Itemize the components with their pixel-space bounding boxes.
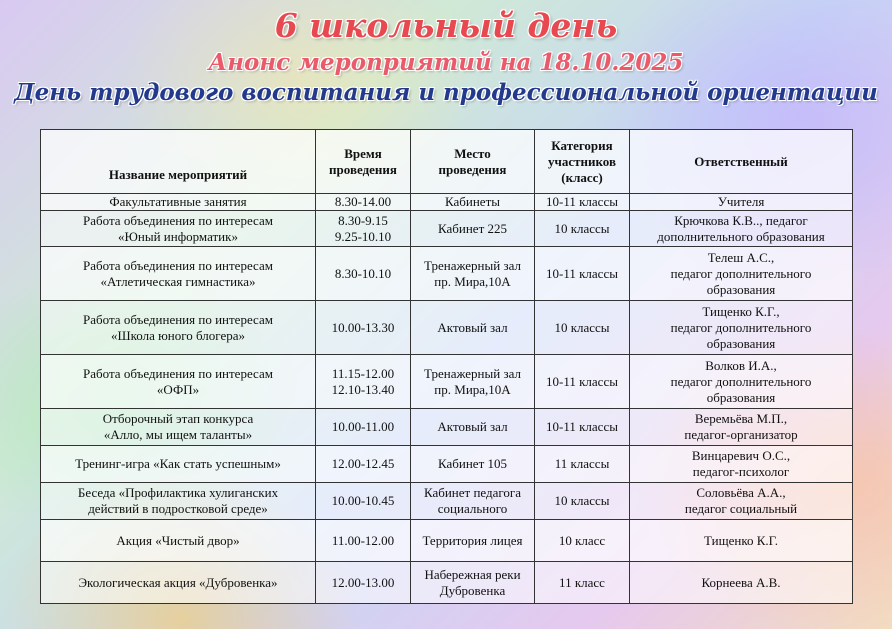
cell-place: Тренажерный зал пр. Мира,10А — [411, 247, 535, 301]
cell-category: 10 класс — [535, 520, 630, 562]
cell-time: 10.00-13.30 — [316, 301, 411, 355]
cell-place: Кабинет 105 — [411, 446, 535, 483]
column-header-time: Время проведения — [316, 130, 411, 194]
table-row — [41, 446, 853, 483]
cell-time: 8.30-14.00 — [316, 194, 411, 211]
table-row — [41, 520, 853, 562]
cell-name: Работа объединения по интересам «Школа юного блогера» — [41, 301, 316, 355]
events-table — [40, 129, 853, 604]
table-row — [41, 194, 853, 211]
cell-place: Кабинет 225 — [411, 211, 535, 247]
column-header-name: Название мероприятий — [41, 130, 316, 194]
cell-responsible: Телеш А.С., педагог дополнительного образования — [630, 247, 853, 301]
cell-place: Набережная реки Дубровенка — [411, 562, 535, 604]
column-header-category: Категория участников (класс) — [535, 130, 630, 194]
table-row — [41, 409, 853, 446]
table-row — [41, 247, 853, 301]
column-header-responsible: Ответственный — [630, 130, 853, 194]
cell-place: Тренажерный зал пр. Мира,10А — [411, 355, 535, 409]
cell-category: 10 классы — [535, 301, 630, 355]
page-title: 6 школьный день — [274, 6, 618, 45]
cell-time: 8.30-10.10 — [316, 247, 411, 301]
cell-category: 10 классы — [535, 211, 630, 247]
cell-place: Кабинет педагога социального — [411, 483, 535, 520]
announcement-subtitle: Анонс мероприятий на 18.10.2025 — [208, 49, 684, 76]
cell-time: 12.00-13.00 — [316, 562, 411, 604]
cell-category: 10-11 классы — [535, 247, 630, 301]
cell-name: Факультативные занятия — [41, 194, 316, 211]
table-row — [41, 211, 853, 247]
cell-name: Работа объединения по интересам «ОФП» — [41, 355, 316, 409]
cell-name: Тренинг-игра «Как стать успешным» — [41, 446, 316, 483]
cell-name: Беседа «Профилактика хулиганских действий в подростковой среде» — [41, 483, 316, 520]
cell-category: 10-11 классы — [535, 194, 630, 211]
cell-time: 10.00-10.45 — [316, 483, 411, 520]
cell-category: 10-11 классы — [535, 355, 630, 409]
cell-responsible: Тищенко К.Г. — [630, 520, 853, 562]
cell-time: 11.15-12.00 12.10-13.40 — [316, 355, 411, 409]
cell-responsible: Веремьёва М.П., педагог-организатор — [630, 409, 853, 446]
table-row — [41, 301, 853, 355]
table-row — [41, 562, 853, 604]
table-row — [41, 355, 853, 409]
cell-responsible: Винцаревич О.С., педагог-психолог — [630, 446, 853, 483]
day-theme: День трудового воспитания и профессиональной ориентации — [14, 79, 878, 106]
cell-responsible: Учителя — [630, 194, 853, 211]
cell-name: Экологическая акция «Дубровенка» — [41, 562, 316, 604]
cell-category: 11 классы — [535, 446, 630, 483]
cell-category: 10-11 классы — [535, 409, 630, 446]
cell-category: 11 класс — [535, 562, 630, 604]
cell-place: Территория лицея — [411, 520, 535, 562]
table-header-row — [41, 130, 853, 194]
cell-time: 12.00-12.45 — [316, 446, 411, 483]
cell-responsible: Волков И.А., педагог дополнительного образования — [630, 355, 853, 409]
cell-place: Актовый зал — [411, 301, 535, 355]
cell-place: Актовый зал — [411, 409, 535, 446]
cell-name: Отборочный этап конкурса «Алло, мы ищем таланты» — [41, 409, 316, 446]
cell-time: 10.00-11.00 — [316, 409, 411, 446]
cell-name: Акция «Чистый двор» — [41, 520, 316, 562]
cell-name: Работа объединения по интересам «Атлетическая гимнастика» — [41, 247, 316, 301]
cell-time: 8.30-9.15 9.25-10.10 — [316, 211, 411, 247]
cell-time: 11.00-12.00 — [316, 520, 411, 562]
cell-place: Кабинеты — [411, 194, 535, 211]
cell-name: Работа объединения по интересам «Юный информатик» — [41, 211, 316, 247]
cell-responsible: Соловьёва А.А., педагог социальный — [630, 483, 853, 520]
column-header-place: Место проведения — [411, 130, 535, 194]
cell-responsible: Крючкова К.В.., педагог дополнительного образования — [630, 211, 853, 247]
cell-responsible: Корнеева А.В. — [630, 562, 853, 604]
cell-category: 10 классы — [535, 483, 630, 520]
table-row — [41, 483, 853, 520]
cell-responsible: Тищенко К.Г., педагог дополнительного образования — [630, 301, 853, 355]
